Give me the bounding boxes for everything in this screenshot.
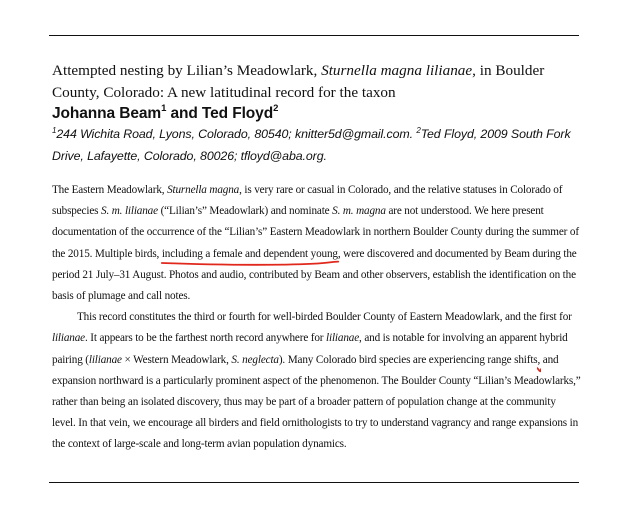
author-line: Johanna Beam$^1$ and Ted Floyd$^2$ bbox=[52, 103, 279, 123]
article-body bbox=[52, 180, 582, 456]
bottom-rule bbox=[49, 482, 579, 483]
top-rule bbox=[49, 35, 579, 36]
article-title: Attempted nesting by Lilian’s Meadowlark, Sturnella magna lilianae, in Boulder County, Colorado: A new latitudinal record for the taxon bbox=[52, 62, 545, 101]
paragraph-2: This record constitutes the third or fourth for well-birded Boulder County of Eastern Meadowlark, and the first for lilianae. It appears to be the farthest north record anywhere for lilianae, and is notable for involving an apparent hybrid pairing (lilianae × Western Meadowlark, S. neglecta ). Many Colorado bird species are experiencing range shifts, and expansion northward is a particularly prominent aspect of the phenomenon. The Boulder County “Lilian’s Meadowlarks,” rather than being an isolated discovery, thus may be part of a broader pattern of population change at the community level. In that vein, we encourage all birders and field ornithologists to try to understand vagrancy and range expansions in the context of large-scale and long-term avian population dynamics. bbox=[52, 311, 581, 451]
title-taxon: Sturnella magna lilianae bbox=[321, 62, 473, 79]
highlight-hybrid-pairing: hybrid pairing (lilianae × Western Meadowlark, S. neglecta bbox=[52, 332, 568, 365]
paragraph-1: The Eastern Meadowlark, Sturnella magna, is very rare or casual in Colorado, and the relative statuses in Colorado of subspecies S. m. lilianae (“Lilian’s” Meadowlark) and nominate S. m. magna are not understood. We here present documentation of the occurrence of the “Lilian’s” Eastern Meadowlark in northern Boulder County during the summer of the 2015. Multiple birds, including a female and dependent young , were discovered and documented by Beam during the period 21 July–31 August. Photos and audio, contributed by Beam and other observers, establish the identification on the basis of plumage and call notes. bbox=[52, 184, 579, 303]
author-beam: Johanna Beam bbox=[52, 105, 162, 123]
highlight-female-young: including a female and dependent young bbox=[162, 248, 338, 260]
author-floyd: Ted Floyd bbox=[201, 105, 274, 123]
affiliations: $^1$244 Wichita Road, Lyons, Colorado, 80540; knitter5d@gmail.com. $^2$Ted Floyd, 2009 South Fork Drive, Lafayette, Colorado, 80026; tfloyd@aba.org. bbox=[52, 126, 571, 164]
